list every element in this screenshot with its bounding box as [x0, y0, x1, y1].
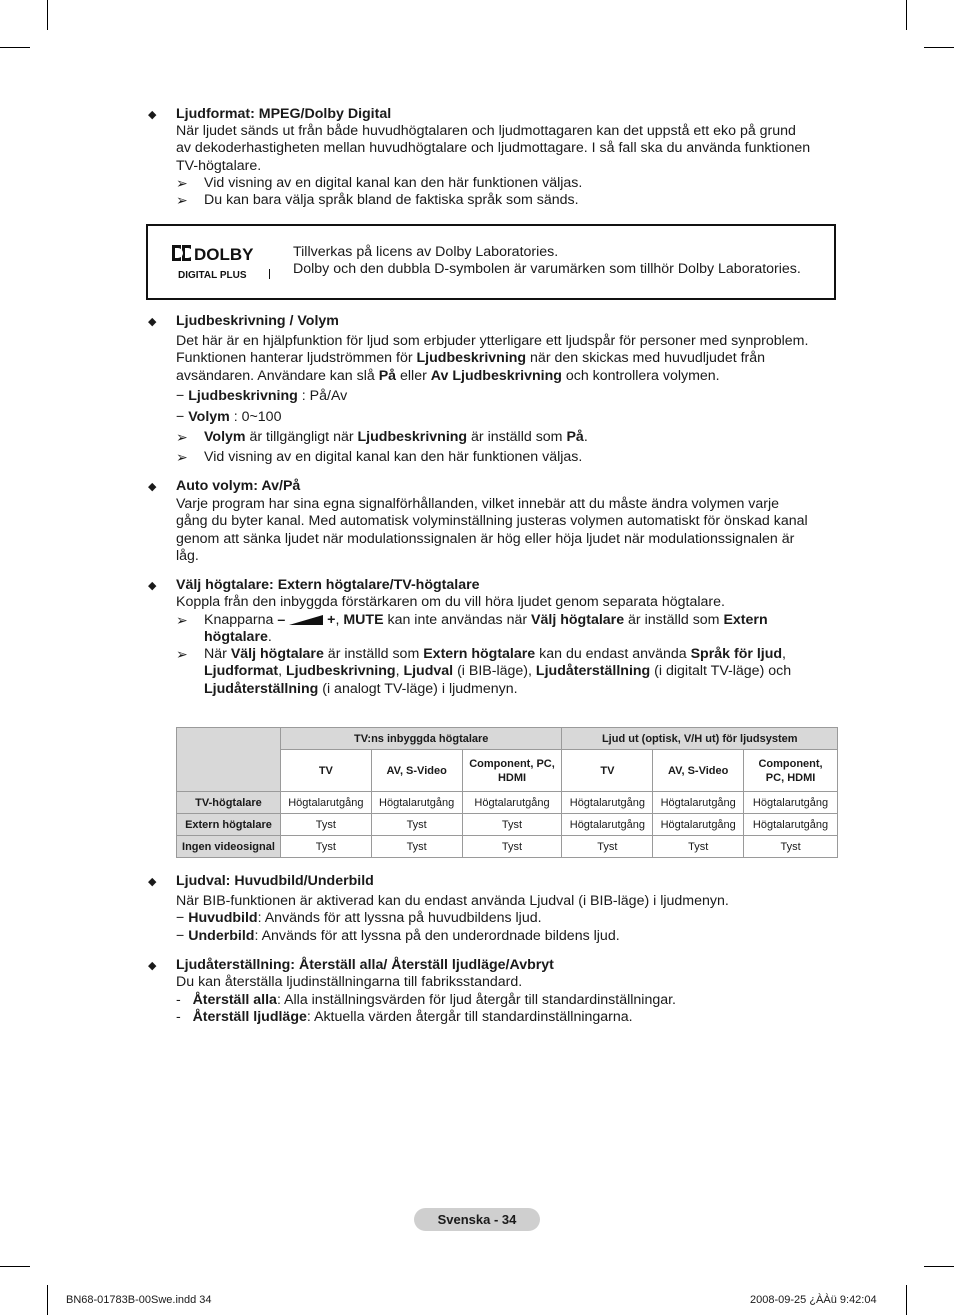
- table-row: [177, 836, 838, 858]
- option-item: − Volym : 0~100: [176, 409, 282, 425]
- diamond-bullet-icon: ◆: [148, 580, 157, 592]
- section-ljudval: [148, 873, 838, 948]
- table-cell: Tyst: [462, 836, 562, 858]
- section-body: Varje program har sina egna signalförhållanden, vilket innebär att du måste ändra volymen varje gång du byter kanal. Med automatisk volyminställning justeras volymen automatiskt för önskad kanal genom att sänka ljudet när modulationssignalen är hög eller höja ljudet när modulationssignalen är låg.: [176, 496, 808, 564]
- note: ➢ Vid visning av en digital kanal kan den här funktionen väljas.: [176, 175, 583, 191]
- crop-mark: [924, 47, 954, 48]
- row-header: Extern högtalare: [177, 814, 281, 836]
- crop-mark: [47, 0, 48, 30]
- crop-mark: [47, 1285, 48, 1315]
- crop-mark: [906, 1285, 907, 1315]
- crop-mark: [924, 1266, 954, 1267]
- table-cell: Tyst: [371, 836, 462, 858]
- svg-text:DIGITAL PLUS: DIGITAL PLUS: [178, 270, 247, 281]
- table-group-header: TV:ns inbyggda högtalare: [280, 728, 562, 750]
- note: ➢ Volym är tillgängligt när Ljudbeskrivning är inställd som På.: [176, 429, 588, 445]
- column-header: AV, S-Video: [653, 750, 744, 792]
- diamond-bullet-icon: ◆: [148, 316, 157, 328]
- section-ljudbeskrivning: [148, 313, 838, 473]
- table-cell: Högtalarutgång: [280, 792, 371, 814]
- column-header: Component, PC, HDMI: [744, 750, 838, 792]
- column-header: Component, PC, HDMI: [462, 750, 562, 792]
- note: ➢ Du kan bara välja språk bland de faktiska språk som sänds.: [176, 192, 579, 208]
- dolby-license-box: [146, 224, 836, 300]
- option-item: - Återställ ljudläge: Aktuella värden återgår till standardinställningarna.: [176, 1009, 633, 1025]
- table-cell: Högtalarutgång: [462, 792, 562, 814]
- note-arrow-icon: ➢: [176, 612, 188, 628]
- note-arrow-icon: ➢: [176, 175, 188, 191]
- section-valj-hogtalare: [148, 577, 838, 702]
- table-cell: Tyst: [371, 814, 462, 836]
- svg-text:DOLBY: DOLBY: [194, 245, 254, 264]
- table-cell: Tyst: [653, 836, 744, 858]
- note-arrow-icon: ➢: [176, 449, 188, 465]
- option-item: − Underbild: Används för att lyssna på den underordnade bildens ljud.: [176, 928, 620, 944]
- section-ljudformat: [148, 106, 838, 216]
- table-cell: Högtalarutgång: [562, 792, 653, 814]
- option-item: − Huvudbild: Används för att lyssna på huvudbildens ljud.: [176, 910, 542, 926]
- table-cell: Högtalarutgång: [744, 814, 838, 836]
- section-body: Det här är en hjälpfunktion för ljud som erbjuder ytterligare ett ljudspår för personer med synproblem. Funktionen hanterar ljudströmmen för Ljudbeskrivning när den skickas med huvudljudet från avsändaren. Användare kan slå På eller Av Ljudbeskrivning och kontrollera volymen.: [176, 333, 809, 384]
- crop-mark: [0, 47, 30, 48]
- table-cell: Högtalarutgång: [653, 814, 744, 836]
- dolby-logo-icon: [172, 244, 272, 282]
- section-heading: Ljudåterställning: Återställ alla/ Återställ ljudläge/Avbryt: [176, 957, 554, 973]
- table-cell: Tyst: [280, 814, 371, 836]
- speaker-output-table: [176, 727, 838, 858]
- row-header: Ingen videosignal: [177, 836, 281, 858]
- table-cell: Högtalarutgång: [744, 792, 838, 814]
- section-heading: Auto volym: Av/På: [176, 478, 301, 494]
- table-cell: Tyst: [462, 814, 562, 836]
- section-ljudaterstallning: [148, 957, 838, 1032]
- option-item: − Ljudbeskrivning : På/Av: [176, 388, 348, 404]
- column-header: TV: [562, 750, 653, 792]
- table-corner: [177, 728, 281, 792]
- diamond-bullet-icon: ◆: [148, 960, 157, 972]
- note-arrow-icon: ➢: [176, 646, 188, 662]
- dolby-text: Tillverkas på licens av Dolby Laboratories. Dolby och den dubbla D-symbolen är varumärken som tillhör Dolby Laboratories.: [293, 244, 801, 278]
- page-number-badge: Svenska - 34: [414, 1208, 540, 1231]
- column-header: TV: [280, 750, 371, 792]
- section-body: När ljudet sänds ut från både huvudhögtalaren och ljudmottagaren kan det uppstå ett eko på grund av dekoderhastigheten mellan huvudhögtalare och ljudmottagare. I så fall ska du använda funktionen TV-högtalare.: [176, 123, 811, 174]
- section-heading: Ljudbeskrivning / Volym: [176, 313, 339, 329]
- row-header: TV-högtalare: [177, 792, 281, 814]
- date-info: 2008-09-25 ¿ÀÀü 9:42:04: [750, 1294, 877, 1306]
- file-info: BN68-01783B-00Swe.indd 34: [66, 1294, 212, 1306]
- crop-mark: [906, 0, 907, 30]
- table-cell: Tyst: [280, 836, 371, 858]
- column-header: AV, S-Video: [371, 750, 462, 792]
- table-cell: Högtalarutgång: [371, 792, 462, 814]
- section-auto-volym: [148, 478, 838, 568]
- section-heading: Välj högtalare: Extern högtalare/TV-högtalare: [176, 577, 480, 593]
- note: ➢ När Välj högtalare är inställd som Extern högtalare kan du endast använda Språk för ljud, Ljudformat, Ljudbeskrivning, Ljudval (i BIB-läge), Ljudåterställning (i digitalt TV-läge) och Ljudåterställning (i analogt TV-läge) i ljudmenyn.: [176, 646, 792, 697]
- diamond-bullet-icon: ◆: [148, 481, 157, 493]
- option-item: - Återställ alla: Alla inställningsvärden för ljud återgår till standardinställningar.: [176, 992, 677, 1008]
- section-body: Du kan återställa ljudinställningarna till fabriksstandard.: [176, 974, 523, 990]
- section-body: När BIB-funktionen är aktiverad kan du endast använda Ljudval (i BIB-läge) i ljudmenyn.: [176, 893, 729, 909]
- table-row: [177, 792, 838, 814]
- crop-mark: [0, 1266, 30, 1267]
- volume-ramp-icon: [289, 615, 323, 625]
- section-heading: Ljudformat: MPEG/Dolby Digital: [176, 106, 392, 122]
- table-cell: Tyst: [744, 836, 838, 858]
- note: ➢ Knapparna – +, MUTE kan inte användas när Välj högtalare är inställd som Extern högtalare.: [176, 612, 768, 646]
- note-arrow-icon: ➢: [176, 429, 188, 445]
- table-cell: Högtalarutgång: [653, 792, 744, 814]
- section-heading: Ljudval: Huvudbild/Underbild: [176, 873, 374, 889]
- note-arrow-icon: ➢: [176, 192, 188, 208]
- table-cell: Högtalarutgång: [562, 814, 653, 836]
- table-row: [177, 814, 838, 836]
- table-group-header: Ljud ut (optisk, V/H ut) för ljudsystem: [562, 728, 838, 750]
- section-body: Koppla från den inbyggda förstärkaren om du vill höra ljudet genom separata högtalare.: [176, 594, 725, 610]
- table-cell: Tyst: [562, 836, 653, 858]
- diamond-bullet-icon: ◆: [148, 876, 157, 888]
- note: ➢ Vid visning av en digital kanal kan den här funktionen väljas.: [176, 449, 583, 465]
- diamond-bullet-icon: ◆: [148, 109, 157, 121]
